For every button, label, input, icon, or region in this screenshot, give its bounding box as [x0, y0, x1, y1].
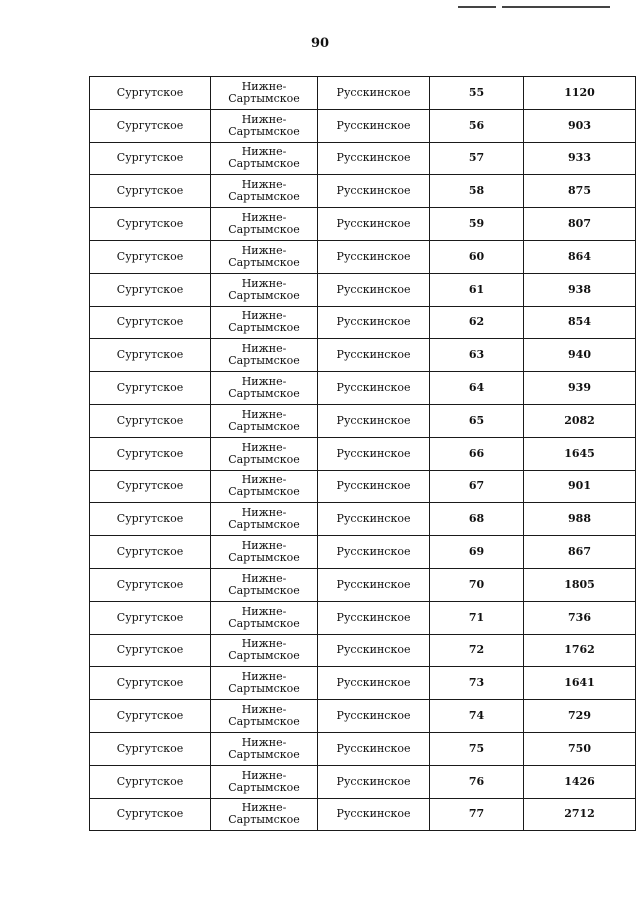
field-cell: Сургутское [90, 142, 211, 175]
table-row [90, 634, 636, 667]
field-cell: Сургутское [90, 503, 211, 536]
area-name-line-2: Сартымское [228, 452, 300, 466]
area-cell [211, 667, 318, 700]
quarter-cell: 73 [430, 667, 524, 700]
forestry-cell: Русскинское [318, 732, 430, 765]
area-name-line-2: Сартымское [228, 321, 300, 335]
quarter-cell: 61 [430, 273, 524, 306]
area-name-line-1: Нижне- [241, 604, 287, 618]
area-name-line-1: Нижне- [241, 539, 287, 553]
page-number: 90 [310, 36, 330, 51]
area-name-line-2: Сартымское [228, 91, 300, 105]
area-name-line-2: Сартымское [228, 223, 300, 237]
area-cell [211, 175, 318, 208]
area-name-line-1: Нижне- [241, 342, 287, 356]
area-cell [211, 109, 318, 142]
area-cell [211, 339, 318, 372]
value-cell: 807 [524, 208, 636, 241]
area-name-line-2: Сартымское [228, 485, 300, 499]
area-name-line-2: Сартымское [228, 747, 300, 761]
forestry-cell: Русскинское [318, 339, 430, 372]
area-name-line-2: Сартымское [228, 583, 300, 597]
value-cell: 940 [524, 339, 636, 372]
table-row [90, 700, 636, 733]
field-cell: Сургутское [90, 339, 211, 372]
quarter-cell: 70 [430, 568, 524, 601]
table-row [90, 667, 636, 700]
value-cell: 750 [524, 732, 636, 765]
area-cell [211, 437, 318, 470]
register-table-body [90, 77, 636, 831]
area-name-line-1: Нижне- [241, 735, 287, 749]
forestry-cell: Русскинское [318, 700, 430, 733]
forestry-cell: Русскинское [318, 634, 430, 667]
area-cell [211, 208, 318, 241]
forestry-cell: Русскинское [318, 601, 430, 634]
area-name-line-1: Нижне- [241, 801, 287, 815]
area-name-line-1: Нижне- [241, 309, 287, 323]
quarter-cell: 56 [430, 109, 524, 142]
field-cell: Сургутское [90, 536, 211, 569]
quarter-cell: 75 [430, 732, 524, 765]
area-name-line-2: Сартымское [228, 288, 300, 302]
area-name-line-1: Нижне- [241, 571, 287, 585]
table-row [90, 306, 636, 339]
value-cell: 1426 [524, 765, 636, 798]
area-name-line-1: Нижне- [241, 112, 287, 126]
forestry-cell: Русскинское [318, 208, 430, 241]
forestry-cell: Русскинское [318, 503, 430, 536]
value-cell: 1645 [524, 437, 636, 470]
quarter-cell: 64 [430, 372, 524, 405]
field-cell: Сургутское [90, 634, 211, 667]
area-name-line-1: Нижне- [241, 407, 287, 421]
value-cell: 867 [524, 536, 636, 569]
area-cell [211, 601, 318, 634]
value-cell: 854 [524, 306, 636, 339]
quarter-cell: 58 [430, 175, 524, 208]
value-cell: 2082 [524, 404, 636, 437]
area-name-line-2: Сартымское [228, 715, 300, 729]
value-cell: 1641 [524, 667, 636, 700]
area-name-line-1: Нижне- [241, 506, 287, 520]
area-name-line-2: Сартымское [228, 518, 300, 532]
value-cell: 736 [524, 601, 636, 634]
area-cell [211, 798, 318, 831]
table-row [90, 503, 636, 536]
quarter-cell: 72 [430, 634, 524, 667]
table-row [90, 109, 636, 142]
area-name-line-1: Нижне- [241, 473, 287, 487]
area-cell [211, 634, 318, 667]
field-cell: Сургутское [90, 798, 211, 831]
forestry-cell: Русскинское [318, 77, 430, 110]
table-row [90, 175, 636, 208]
area-name-line-2: Сартымское [228, 157, 300, 171]
value-cell: 1805 [524, 568, 636, 601]
forestry-cell: Русскинское [318, 273, 430, 306]
field-cell: Сургутское [90, 273, 211, 306]
area-name-line-1: Нижне- [241, 79, 287, 93]
area-name-line-2: Сартымское [228, 616, 300, 630]
area-name-line-2: Сартымское [228, 649, 300, 663]
area-name-line-1: Нижне- [241, 243, 287, 257]
quarter-cell: 65 [430, 404, 524, 437]
area-cell [211, 503, 318, 536]
field-cell: Сургутское [90, 732, 211, 765]
area-cell [211, 306, 318, 339]
table-row [90, 470, 636, 503]
forestry-cell: Русскинское [318, 240, 430, 273]
area-name-line-1: Нижне- [241, 440, 287, 454]
area-name-line-2: Сартымское [228, 682, 300, 696]
field-cell: Сургутское [90, 437, 211, 470]
area-name-line-1: Нижне- [241, 375, 287, 389]
quarter-cell: 69 [430, 536, 524, 569]
value-cell: 903 [524, 109, 636, 142]
value-cell: 938 [524, 273, 636, 306]
field-cell: Сургутское [90, 175, 211, 208]
quarter-cell: 77 [430, 798, 524, 831]
quarter-cell: 67 [430, 470, 524, 503]
area-cell [211, 372, 318, 405]
value-cell: 864 [524, 240, 636, 273]
area-name-line-2: Сартымское [228, 419, 300, 433]
value-cell: 939 [524, 372, 636, 405]
value-cell: 988 [524, 503, 636, 536]
area-cell [211, 273, 318, 306]
value-cell: 875 [524, 175, 636, 208]
table-row [90, 798, 636, 831]
table-row [90, 601, 636, 634]
area-cell [211, 142, 318, 175]
field-cell: Сургутское [90, 470, 211, 503]
quarter-cell: 76 [430, 765, 524, 798]
field-cell: Сургутское [90, 568, 211, 601]
area-cell [211, 77, 318, 110]
area-name-line-1: Нижне- [241, 276, 287, 290]
value-cell: 1762 [524, 634, 636, 667]
area-name-line-1: Нижне- [241, 768, 287, 782]
forestry-cell: Русскинское [318, 667, 430, 700]
area-cell [211, 536, 318, 569]
forestry-cell: Русскинское [318, 404, 430, 437]
forestry-cell: Русскинское [318, 568, 430, 601]
area-name-line-2: Сартымское [228, 551, 300, 565]
quarter-cell: 55 [430, 77, 524, 110]
area-name-line-1: Нижне- [241, 211, 287, 225]
field-cell: Сургутское [90, 77, 211, 110]
quarter-cell: 57 [430, 142, 524, 175]
field-cell: Сургутское [90, 372, 211, 405]
quarter-cell: 68 [430, 503, 524, 536]
area-name-line-2: Сартымское [228, 124, 300, 138]
area-name-line-1: Нижне- [241, 178, 287, 192]
area-cell [211, 404, 318, 437]
area-cell [211, 765, 318, 798]
field-cell: Сургутское [90, 240, 211, 273]
value-cell: 1120 [524, 77, 636, 110]
area-name-line-2: Сартымское [228, 387, 300, 401]
table-row [90, 536, 636, 569]
table-row [90, 339, 636, 372]
quarter-cell: 59 [430, 208, 524, 241]
table-row [90, 77, 636, 110]
value-cell: 901 [524, 470, 636, 503]
area-name-line-2: Сартымское [228, 813, 300, 827]
area-name-line-2: Сартымское [228, 190, 300, 204]
field-cell: Сургутское [90, 109, 211, 142]
value-cell: 2712 [524, 798, 636, 831]
table-row [90, 273, 636, 306]
field-cell: Сургутское [90, 765, 211, 798]
area-name-line-2: Сартымское [228, 354, 300, 368]
area-name-line-2: Сартымское [228, 255, 300, 269]
area-name-line-1: Нижне- [241, 637, 287, 651]
table-row [90, 437, 636, 470]
forestry-cell: Русскинское [318, 536, 430, 569]
field-cell: Сургутское [90, 667, 211, 700]
forestry-cell: Русскинское [318, 437, 430, 470]
table-row [90, 372, 636, 405]
area-cell [211, 240, 318, 273]
quarter-cell: 71 [430, 601, 524, 634]
forestry-cell: Русскинское [318, 765, 430, 798]
forestry-cell: Русскинское [318, 306, 430, 339]
forestry-cell: Русскинское [318, 372, 430, 405]
area-cell [211, 732, 318, 765]
forestry-cell: Русскинское [318, 175, 430, 208]
field-cell: Сургутское [90, 208, 211, 241]
quarter-cell: 66 [430, 437, 524, 470]
table-row [90, 240, 636, 273]
forestry-cell: Русскинское [318, 109, 430, 142]
field-cell: Сургутское [90, 700, 211, 733]
header-rule [458, 6, 496, 8]
area-name-line-1: Нижне- [241, 703, 287, 717]
table-row [90, 404, 636, 437]
forestry-cell: Русскинское [318, 142, 430, 175]
field-cell: Сургутское [90, 404, 211, 437]
forestry-cell: Русскинское [318, 798, 430, 831]
area-name-line-1: Нижне- [241, 145, 287, 159]
quarter-cell: 63 [430, 339, 524, 372]
area-cell [211, 700, 318, 733]
field-cell: Сургутское [90, 306, 211, 339]
table-row [90, 208, 636, 241]
area-name-line-2: Сартымское [228, 780, 300, 794]
quarter-cell: 74 [430, 700, 524, 733]
header-rule [502, 6, 610, 8]
forestry-cell: Русскинское [318, 470, 430, 503]
value-cell: 933 [524, 142, 636, 175]
quarter-cell: 62 [430, 306, 524, 339]
quarter-cell: 60 [430, 240, 524, 273]
value-cell: 729 [524, 700, 636, 733]
field-cell: Сургутское [90, 601, 211, 634]
register-table [89, 76, 636, 831]
table-row [90, 142, 636, 175]
area-cell [211, 568, 318, 601]
area-name-line-1: Нижне- [241, 670, 287, 684]
table-row [90, 765, 636, 798]
table-row [90, 568, 636, 601]
table-row [90, 732, 636, 765]
area-cell [211, 470, 318, 503]
